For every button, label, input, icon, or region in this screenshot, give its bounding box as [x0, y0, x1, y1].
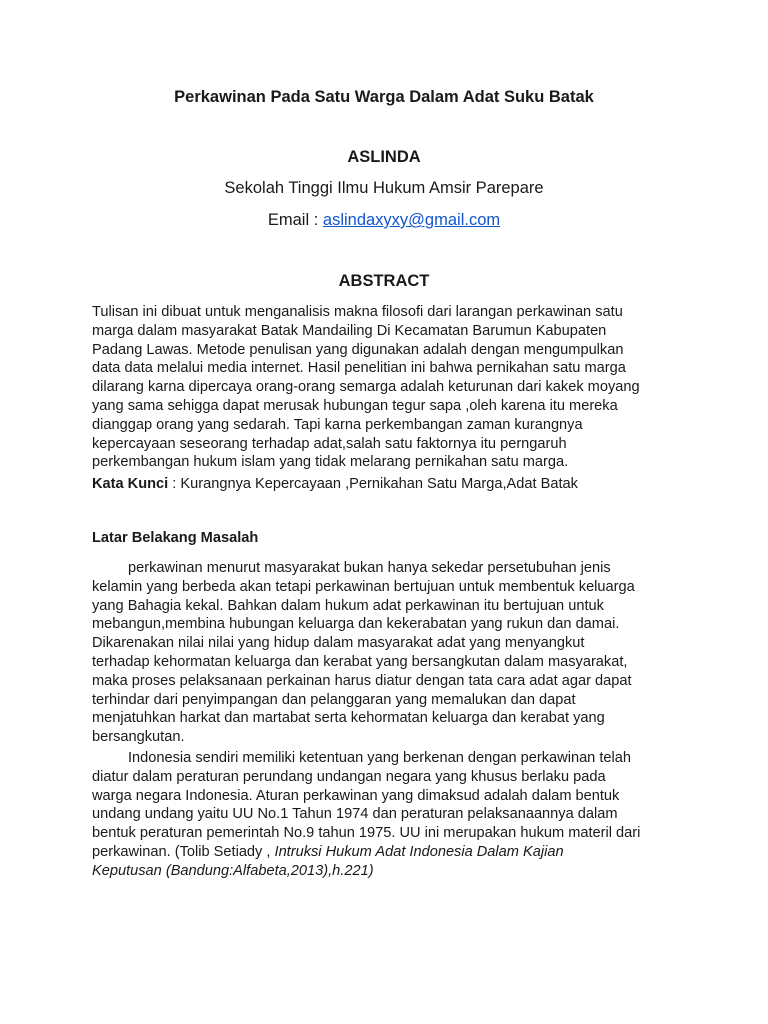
abstract-line: dilarang karna dipercaya orang-orang semarga adalah keturunan dari kakek moyang — [92, 379, 640, 396]
abstract-line: marga dalam masyarakat Batak Mandailing Di Kecamatan Barumun Kabupaten — [92, 322, 607, 339]
paragraph-line — [92, 843, 692, 862]
paper-title: Perkawinan Pada Satu Warga Dalam Adat Suku Batak — [174, 88, 594, 106]
paragraph-line: kelamin yang berbeda akan tetapi perkawinan bertujuan untuk membentuk keluarga — [92, 578, 635, 595]
paragraph-line: terhadap kehormatan keluarga dan kerabat yang bersangkutan dalam masyarakat, — [92, 653, 628, 670]
abstract-line: dianggap orang yang sedarah. Tapi karna perkembangan zaman kurangnya — [92, 416, 583, 433]
keywords-text: : Kurangnya Kepercayaan ,Pernikahan Satu Marga,Adat Batak — [168, 476, 578, 492]
paragraph-line: mebangun,membina hubungan keluarga dan kekerabatan yang rukun dan damai. — [92, 616, 620, 633]
abstract-line: perkembangan hukum islam yang tidak melarang pernikahan satu marga. — [92, 454, 569, 471]
author-affiliation: Sekolah Tinggi Ilmu Hukum Amsir Parepare — [224, 179, 544, 197]
paragraph-line: bentuk peraturan pemerintah No.9 tahun 1975. UU ini merupakan hukum materil dari — [92, 825, 641, 842]
paragraph-line: terhindar dari penyimpangan dan pelanggaran yang memalukan dan dapat — [92, 691, 576, 708]
paragraph-line: undang undang yaitu UU No.1 Tahun 1974 dan peraturan pelaksanaannya dalam — [92, 806, 618, 823]
paragraph-line: perkawinan menurut masyarakat bukan hanya sekedar persetubuhan jenis — [128, 560, 611, 576]
citation-title: Intruksi Hukum Adat Indonesia Dalam Kajian — [274, 843, 564, 860]
abstract-heading: ABSTRACT — [338, 272, 430, 290]
abstract-line: kepercayaan seseorang terhadap adat,salah satu faktornya itu perngaruh — [92, 435, 567, 452]
author-name: ASLINDA — [347, 148, 421, 166]
email-label: Email : — [267, 211, 323, 229]
abstract-line: data data melalui media internet. Hasil penelitian ini bahwa pernikahan satu marga — [92, 360, 626, 377]
paragraph-line: bersangkutan. — [92, 729, 185, 746]
abstract-line: yang sama sehigga dapat merusak hubungan tegur sapa ,oleh karena itu mereka — [92, 397, 618, 414]
citation-title-continued: Keputusan (Bandung:Alfabeta,2013),h.221) — [92, 862, 374, 879]
citation-author: perkawinan. (Tolib Setiady , — [92, 843, 275, 860]
paragraph-line: warga negara Indonesia. Aturan perkawinan yang dimaksud adalah dalam bentuk — [92, 787, 620, 804]
keywords-label: Kata Kunci — [92, 476, 169, 492]
paragraph-line: menjatuhkan harkat dan martabat serta kehormatan keluarga dan kerabat yang — [92, 710, 605, 727]
paragraph-2 — [92, 749, 692, 881]
abstract-line: Tulisan ini dibuat untuk menganalisis makna filosofi dari larangan perkawinan satu — [92, 304, 623, 320]
keywords — [92, 475, 692, 494]
paragraph-line: diatur dalam peraturan perundang undangan negara yang khusus berlaku pada — [92, 768, 606, 785]
author-email — [0, 211, 768, 230]
paragraph-line: maka proses pelaksanaan perkainan harus diatur dengan tata cara adat agar dapat — [92, 672, 632, 689]
section-heading: Latar Belakang Masalah — [92, 530, 259, 546]
email-link[interactable]: aslindaxyxy@gmail.com — [322, 211, 501, 229]
paragraph-line: Dikarenakan nilai nilai yang hidup dalam masyarakat adat yang menyangkut — [92, 635, 585, 652]
paragraph-1 — [92, 559, 692, 747]
abstract-body — [92, 303, 692, 472]
paragraph-line: Indonesia sendiri memiliki ketentuan yang berkenan dengan perkawinan telah — [128, 750, 631, 766]
abstract-line: Padang Lawas. Metode penulisan yang digunakan adalah dengan mengumpulkan — [92, 341, 624, 358]
paragraph-line: yang Bahagia kekal. Bahkan dalam hukum adat perkawinan itu bertujuan untuk — [92, 597, 604, 614]
